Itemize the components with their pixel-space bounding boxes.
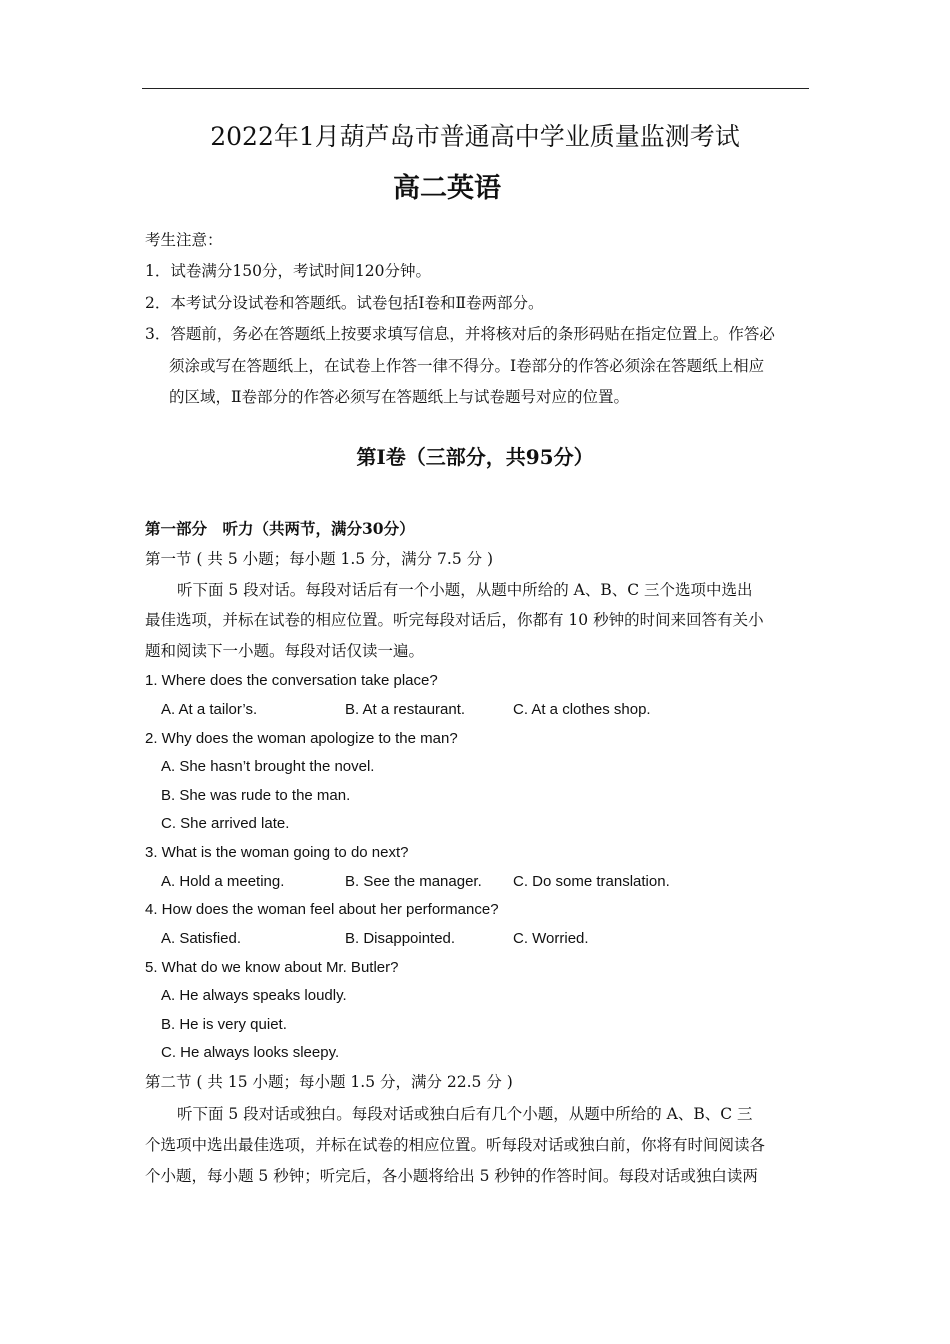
question-4-option-b: B. Disappointed.: [345, 930, 456, 947]
notice-item-3-line-2: 须涂或写在答题纸上，在试卷上作答一律不得分。Ⅰ卷部分的作答必须涂在答题纸上相应: [169, 357, 765, 375]
section1-title: 第一节 ( 共 5 小题；每小题 1.5 分，满分 7.5 分 ): [145, 550, 494, 568]
header-rule: [142, 88, 809, 89]
question-1-option-c: C. At a clothes shop.: [513, 701, 651, 718]
question-1: 1. Where does the conversation take place?: [145, 672, 438, 689]
subject-title: 高二英语: [393, 173, 501, 204]
notice-item-2: 2．本考试分设试卷和答题纸。试卷包括Ⅰ卷和Ⅱ卷两部分。: [145, 294, 544, 312]
question-4: 4. How does the woman feel about her performance?: [145, 901, 499, 918]
notice-heading: 考生注意：: [145, 231, 223, 249]
section2-instructions-line-3: 个小题，每小题 5 秒钟；听完后，各小题将给出 5 秒钟的作答时间。每段对话或独白读两: [145, 1167, 758, 1185]
question-5-option-b: B. He is very quiet.: [161, 1016, 287, 1033]
question-2-option-a: A. She hasn’t brought the novel.: [161, 758, 375, 775]
question-5-option-c: C. He always looks sleepy.: [161, 1044, 340, 1061]
notice-item-3-line-3: 的区域，Ⅱ卷部分的作答必须写在答题纸上与试卷题号对应的位置。: [169, 388, 630, 406]
question-3-option-a: A. Hold a meeting.: [161, 873, 285, 890]
exam-title: 2022年1月葫芦岛市普通高中学业质量监测考试: [210, 122, 740, 151]
section1-instructions-line-1: 听下面 5 段对话。每段对话后有一个小题，从题中所给的 A、B、C 三个选项中选出: [177, 581, 753, 599]
question-1-option-a: A. At a tailor’s.: [161, 701, 258, 718]
section2-instructions-line-1: 听下面 5 段对话或独白。每段对话或独白后有几个小题，从题中所给的 A、B、C 三: [177, 1105, 753, 1123]
question-3-option-c: C. Do some translation.: [513, 873, 670, 890]
question-5-option-a: A. He always speaks loudly.: [161, 987, 347, 1004]
part1-title: 第一部分 听力（共两节，满分30分）: [145, 519, 415, 538]
question-1-option-b: B. At a restaurant.: [345, 701, 466, 718]
question-2-option-b: B. She was rude to the man.: [161, 787, 351, 804]
volume-title: 第Ⅰ卷（三部分，共95分）: [356, 445, 594, 469]
question-2: 2. Why does the woman apologize to the man?: [145, 730, 458, 747]
question-3: 3. What is the woman going to do next?: [145, 844, 409, 861]
section1-instructions-line-2: 最佳选项，并标在试卷的相应位置。听完每段对话后，你都有 10 秒钟的时间来回答有关小: [145, 611, 764, 629]
section2-title: 第二节 ( 共 15 小题；每小题 1.5 分，满分 22.5 分 ): [145, 1073, 513, 1091]
notice-item-3-line-1: 3．答题前，务必在答题纸上按要求填写信息，并将核对后的条形码贴在指定位置上。作答必: [145, 325, 775, 343]
question-5: 5. What do we know about Mr. Butler?: [145, 959, 399, 976]
section2-instructions-line-2: 个选项中选出最佳选项，并标在试卷的相应位置。听每段对话或独白前，你将有时间阅读各: [145, 1136, 766, 1154]
question-4-option-c: C. Worried.: [513, 930, 589, 947]
question-4-option-a: A. Satisfied.: [161, 930, 242, 947]
question-2-option-c: C. She arrived late.: [161, 815, 290, 832]
question-3-option-b: B. See the manager.: [345, 873, 482, 890]
section1-instructions-line-3: 题和阅读下一小题。每段对话仅读一遍。: [145, 642, 425, 660]
notice-item-1: 1．试卷满分150分，考试时间120分钟。: [145, 262, 432, 280]
